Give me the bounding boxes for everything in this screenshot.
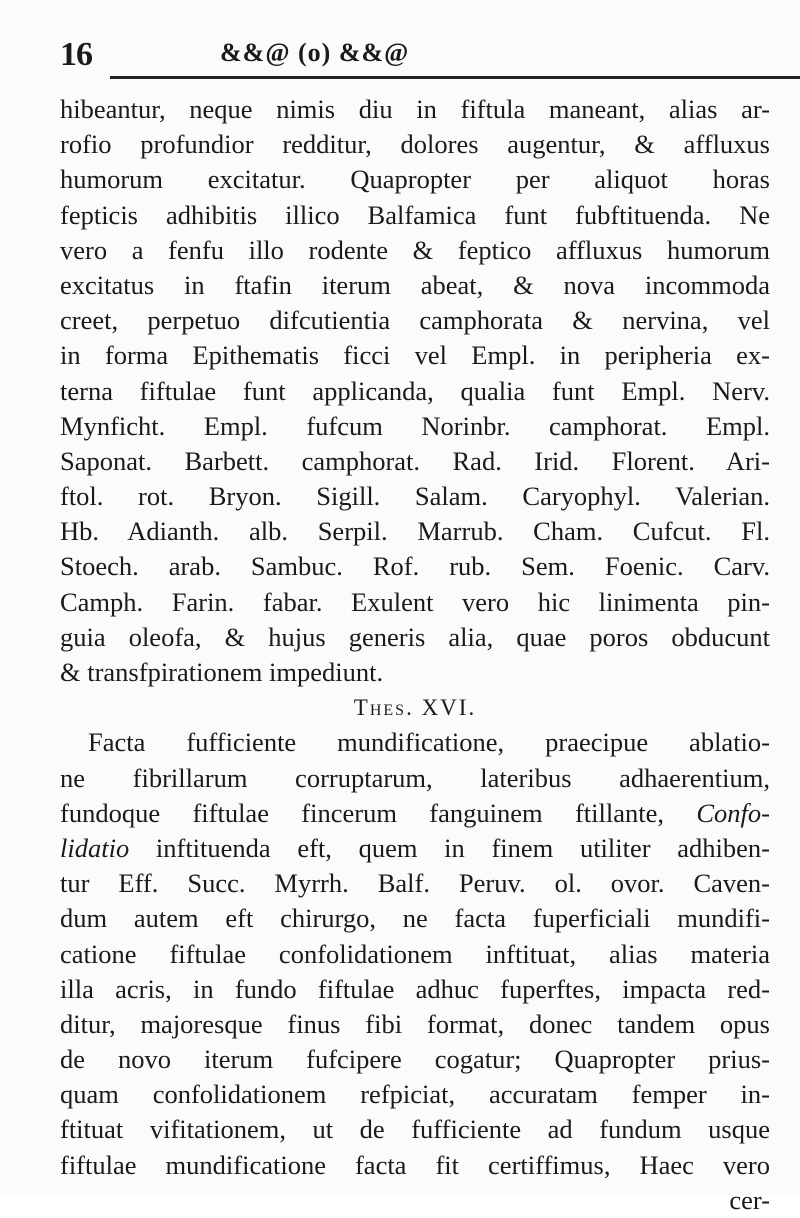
text-line: [60, 796, 770, 831]
text-line: Camph. Farin. fabar. Exulent vero hic linimenta pin-: [60, 586, 770, 617]
text-line: illa acris, in fundo fiftulae adhuc fuperftes, impacta red-: [60, 973, 770, 1004]
text-line: excitatus in ftafin iterum abeat, & nova incommoda: [60, 269, 770, 300]
text-line: ftituat vifitationem, ut de fufficiente ad fundum usque: [60, 1114, 770, 1145]
text-line: Hb. Adianth. alb. Serpil. Marrub. Cham. Cufcut. Fl.: [60, 516, 770, 547]
text-line: Stoech. arab. Sambuc. Rof. rub. Sem. Foenic. Carv.: [60, 551, 770, 582]
header-rule: [110, 76, 800, 79]
italic-term: lidatio: [60, 832, 130, 863]
italic-term: Confo-: [696, 797, 770, 828]
page-number: 16: [60, 36, 92, 73]
text-segment: inftituenda eft, quem in finem utiliter adhiben-: [129, 832, 770, 863]
text-line: fiftulae mundificatione facta fit certiffimus, Haec vero: [60, 1149, 770, 1180]
page-header: [60, 34, 760, 74]
text-line: Mynficht. Empl. fufcum Norinbr. camphorat. Empl.: [60, 410, 770, 441]
text-line: guia oleofa, & hujus generis alia, quae poros obducunt: [60, 621, 770, 652]
catchword: cer-: [729, 1184, 770, 1215]
text-line: ne fibrillarum corruptarum, lateribus adhaerentium,: [60, 762, 770, 793]
text-line: humorum excitatur. Quapropter per aliquot horas: [60, 164, 770, 195]
text-line: quam confolidationem refpiciat, accuratam femper in-: [60, 1079, 770, 1110]
text-line: ditur, majoresque finus fibi format, donec tandem opus: [60, 1008, 770, 1039]
section-heading: Thes. XVI.: [353, 695, 477, 721]
text-line: in forma Epithematis ficci vel Empl. in peripheria ex-: [60, 340, 770, 371]
text-line: de novo iterum fufcipere cogatur; Quapropter prius-: [60, 1044, 770, 1075]
text-line: rofio profundior redditur, dolores augentur, & affluxus: [60, 129, 770, 160]
body-text: [60, 92, 770, 1218]
header-ornament: &&@ (o) &&@: [220, 38, 410, 67]
text-segment: fundoque fiftulae fincerum fanguinem ftillante,: [60, 797, 697, 828]
text-line: creet, perpetuo difcutientia camphorata & nervina, vel: [60, 305, 770, 336]
text-line: hibeantur, neque nimis diu in fiftula maneant, alias ar-: [60, 94, 770, 124]
text-line: Facta fufficiente mundificatione, praecipue ablatio-: [88, 727, 770, 758]
text-line: ftol. rot. Bryon. Sigill. Salam. Caryophyl. Valerian.: [60, 481, 770, 512]
text-line: Saponat. Barbett. camphorat. Rad. Irid. Florent. Ari-: [60, 445, 770, 476]
text-line: dum autem eft chirurgo, ne facta fuperficiali mundifi-: [60, 903, 770, 934]
text-line: [60, 831, 770, 866]
text-line: fepticis adhibitis illico Balfamica funt fubftituenda. Ne: [60, 199, 770, 230]
text-line: terna fiftulae funt applicanda, qualia funt Empl. Nerv.: [60, 375, 770, 406]
text-line: tur Eff. Succ. Myrrh. Balf. Peruv. ol. ovor. Caven-: [60, 868, 770, 899]
text-line: vero a fenfu illo rodente & feptico affluxus humorum: [60, 234, 770, 265]
text-line: & transfpirationem impediunt.: [60, 657, 384, 687]
text-line: catione fiftulae confolidationem inftituat, alias materia: [60, 938, 770, 969]
